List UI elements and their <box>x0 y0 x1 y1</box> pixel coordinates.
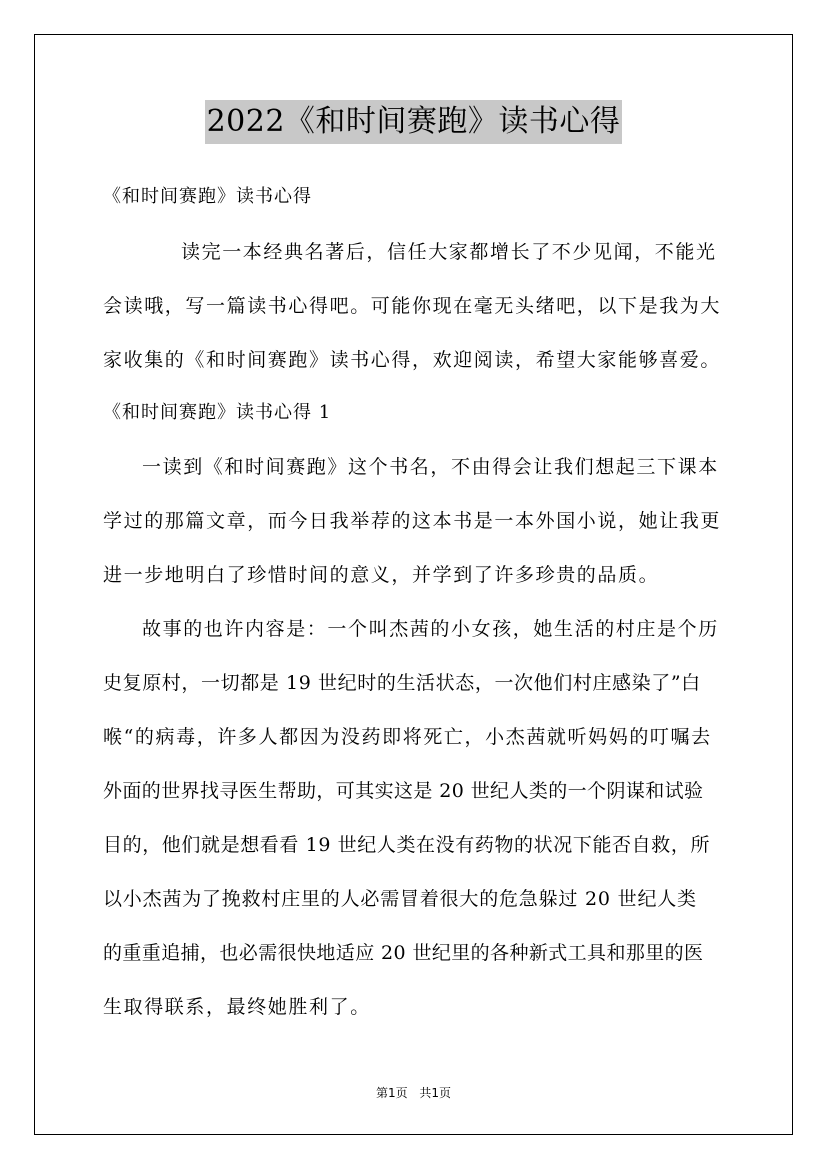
paragraph1-line-3: 进一步地明白了珍惜时间的意义，并学到了许多珍贵的品质。 <box>103 564 660 586</box>
paragraph2-line-2: 史复原村，一切都是 19 世纪时的生活状态，一次他们村庄感染了”白 <box>103 672 701 694</box>
paragraph1-line-2: 学过的那篇文章，而今日我举荐的这本书是一本外国小说，她让我更 <box>103 510 722 532</box>
intro-line-2: 会读哦，写一篇读书心得吧。可能你现在毫无头绪吧，以下是我为大 <box>103 295 722 317</box>
page-footer <box>0 1084 827 1101</box>
page-number: 第1页 <box>375 1086 408 1100</box>
paragraph2-line-5: 目的，他们就是想看看 19 世纪人类在没有药物的状况下能否自救，所 <box>103 834 711 856</box>
title-container <box>0 100 827 144</box>
section-heading: 《和时间赛跑》读书心得 1 <box>103 402 332 423</box>
page-total: 共1页 <box>419 1086 452 1100</box>
paragraph2-line-6: 以小杰茜为了挽救村庄里的人必需冒着很大的危急躲过 20 世纪人类 <box>103 888 697 910</box>
paragraph2-line-8: 生取得联系，最终她胜利了。 <box>103 996 371 1018</box>
paragraph2-line-1: 故事的也许内容是：一个叫杰茜的小女孩，她生活的村庄是个历 <box>142 618 719 640</box>
intro-line-1: 读完一本经典名著后，信任大家都增长了不少见闻，不能光 <box>181 241 717 263</box>
paragraph2-line-3: 喉“的病毒，许多人都因为没药即将死亡，小杰茜就听妈妈的叮嘱去 <box>103 726 712 748</box>
document-title: 2022《和时间赛跑》读书心得 <box>205 100 623 144</box>
subtitle: 《和时间赛跑》读书心得 <box>103 186 312 207</box>
paragraph2-line-4: 外面的世界找寻医生帮助，可其实这是 20 世纪人类的一个阴谋和试验 <box>103 780 704 802</box>
paragraph1-line-1: 一读到《和时间赛跑》这个书名，不由得会让我们想起三下课本 <box>142 456 719 478</box>
paragraph2-line-7: 的重重追捕，也必需很快地适应 20 世纪里的各种新式工具和那里的医 <box>103 942 704 964</box>
intro-line-3: 家收集的《和时间赛跑》读书心得，欢迎阅读，希望大家能够喜爱。 <box>103 349 722 371</box>
